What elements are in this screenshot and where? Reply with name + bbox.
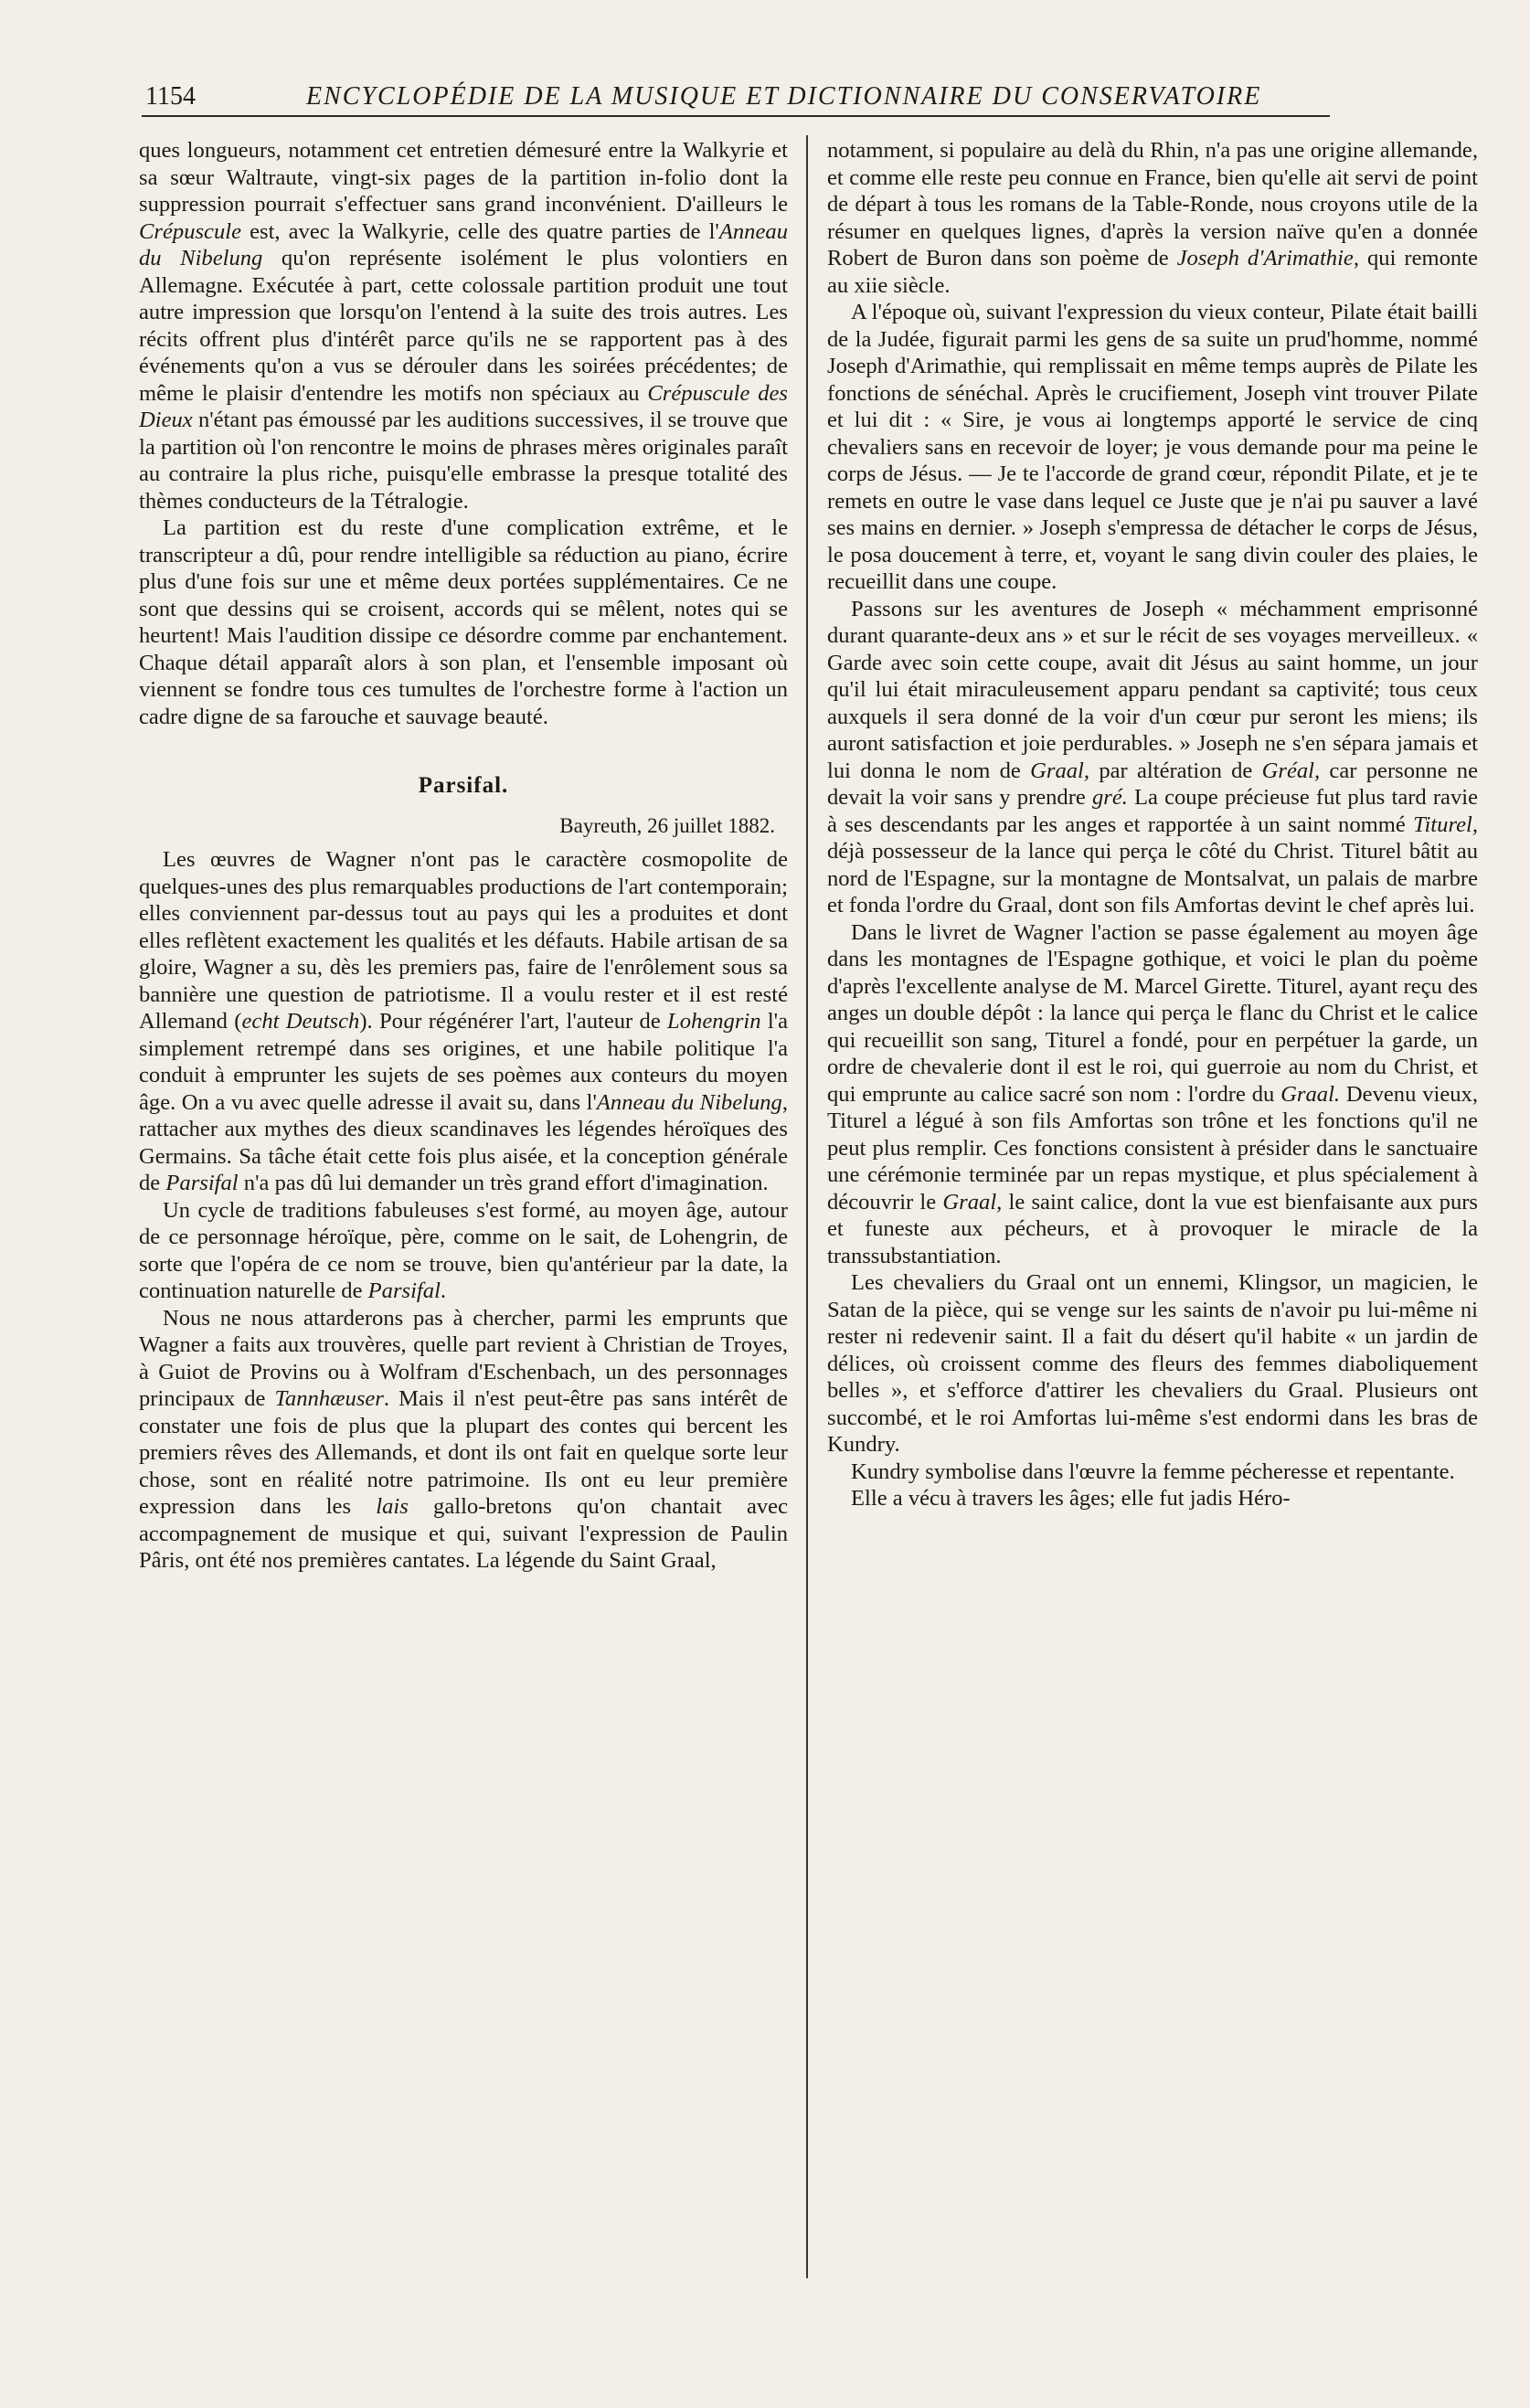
paragraph: Kundry symbolise dans l'œuvre la femme pécheresse et repentante. <box>851 1459 1455 1484</box>
paragraph: Elle a vécu à travers les âges; elle fut jadis Héro- <box>851 1486 1291 1511</box>
dateline: Bayreuth, 26 juillet 1882. <box>559 813 775 837</box>
right-column <box>827 137 1478 1512</box>
paragraph: A l'époque où, suivant l'expression du vieux conteur, Pilate était bailli de la Judée, figurait parmi les gens de sa suite un prud'homme, nommé Joseph d'Arimathie, qui remplissait en même temps auprès de Pilate les fonctions de sénéchal. Après le crucifiement, Joseph vint trouver Pilate et lui dit : « Sire, je vous ai longtemps apporté le service de cinq chevaliers sans en recevoir de loyer; je vous demande pour ma peine le corps de Jésus. — Je te l'accorde de grand cœur, répondit Pilate, et je te remets en outre le vase dans lequel ce Juste que je n'ai pu sauver a lavé ses mains en dernier. » Joseph s'empressa de détacher le corps de Jésus, le posa doucement à terre, et, voyant le sang divin couler des plaies, le recueillit dans une coupe. <box>827 300 1478 594</box>
paragraph: Les œuvres de Wagner n'ont pas le caractère cosmopolite de quelques-unes des plus remarquables productions de l'art contemporain; elles conviennent par-dessus tout au pays qui les a produites et dont elles reflètent exactement les qualités et les défauts. Habile artisan de sa gloire, Wagner a su, dès les premiers pas, faire de l'enrôlement sous sa bannière une question de patriotisme. Il a voulu rester et il est resté Allemand (echt Deutsch). Pour régénérer l'art, l'auteur de Lohengrin l'a simplement retrempé dans ses origines, et une habile politique l'a conduit à emprunter les sujets de ses poèmes aux conteurs du moyen âge. On a vu avec quelle adresse il avait su, dans l'Anneau du Nibelung, rattacher aux mythes des dieux scandinaves les légendes héroïques des Germains. Sa tâche était cette fois plus aisée, et la conception générale de Parsifal n'a pas dû lui demander un très grand effort d'imagination. <box>139 847 789 1195</box>
paragraph: Nous ne nous attarderons pas à chercher, parmi les emprunts que Wagner a faits aux trouvères, quelle part revient à Christian de Troyes, à Guiot de Provins ou à Wolfram d'Eschenbach, un des personnages principaux de Tannhæuser. Mais il n'est peut-être pas sans intérêt de constater une fois de plus que la plupart des contes qui bercent les premiers rêves des Allemands, et dont ils ont fait en quelque sorte leur chose, sont en réalité notre patrimoine. Ils ont eu leur première expression dans les lais gallo-bretons qu'on chantait avec accompagnement de musique et qui, suivant l'expression de Paulin Pâris, ont été nos premières cantates. La légende du Saint Graal, <box>139 1305 788 1573</box>
left-column <box>139 137 788 1575</box>
paragraph: La partition est du reste d'une complication extrême, et le transcripteur a dû, pour rendre intelligible sa réduction au piano, écrire plus d'une fois sur une et même deux portées supplémentaires. Ce ne sont que dessins qui se croisent, accords qui se mêlent, notes qui se heurtent! Mais l'audition dissipe ce désordre comme par enchantement. Chaque détail apparaît alors à son plan, et l'ensemble imposant où viennent se fondre tous ces tumultes de l'orchestre forme à l'action un cadre digne de sa farouche et sauvage beauté. <box>139 515 788 729</box>
running-title: ENCYCLOPÉDIE DE LA MUSIQUE ET DICTIONNAIRE DU CONSERVATOIRE <box>306 82 1262 111</box>
page-header <box>142 79 1330 117</box>
paragraph: Dans le livret de Wagner l'action se passe également au moyen âge dans les montagnes de l'Espagne gothique, et voici le plan du poème d'après l'excellente analyse de M. Marcel Girette. Titurel, ayant reçu des anges un double dépôt : la lance qui perça le flanc du Christ et le calice qui recueillit son sang, Titurel a fondé, pour en perpétuer la garde, un ordre de chevalerie dont il est le roi, qui guerroie au nom du Christ, et qui emprunte au calice sacré son nom : l'ordre du Graal. Devenu vieux, Titurel a légué à son fils Amfortas son trône et les fonctions qu'il ne peut plus remplir. Ces fonctions consistent à présider dans le sanctuaire une cérémonie terminée par un repas mystique, et plus spécialement à découvrir le Graal, le saint calice, dont la vue est bienfaisante aux purs et funeste aux pécheurs, et à provoquer le miracle de la transsubstantiation. <box>827 919 1478 1268</box>
paragraph: Un cycle de traditions fabuleuses s'est formé, au moyen âge, autour de ce personnage héroïque, père, comme on le sait, de Lohengrin, de sorte que l'opéra de ce nom se trouve, bien qu'antérieur par la date, la continuation naturelle de Parsifal. <box>139 1197 788 1303</box>
paragraph: Passons sur les aventures de Joseph « méchamment emprisonné durant quarante-deux ans » et sur le récit de ses voyages merveilleux. « Garde avec soin cette coupe, avait dit Jésus au saint homme, un jour qu'il lui était miraculeusement apparu pendant sa captivité; tous ceux auxquels il sera donné de la voir d'un cœur pur seront les miens; ils auront satisfaction et joie perdurables. » Joseph ne s'en sépara jamais et lui donna le nom de Graal, par altération de Gréal, car personne ne devait la voir sans y prendre gré. La coupe précieuse fut plus tard ravie à ses descendants par les anges et rapportée à un saint nommé Titurel, déjà possesseur de la lance qui perça le côté du Christ. Titurel bâtit au nord de l'Espagne, sur la montagne de Montsalvat, un palais de marbre et fonda l'ordre du Graal, dont son fils Amfortas devint le chef après lui. <box>827 596 1478 918</box>
paragraph: ques longueurs, notamment cet entretien démesuré entre la Walkyrie et sa sœur Waltraute, vingt-six pages de la partition in-folio dont la suppression pourrait s'effectuer sans grand inconvénient. D'ailleurs le Crépuscule est, avec la Walkyrie, celle des quatre parties de l'Anneau du Nibelung qu'on représente isolément le plus volontiers en Allemagne. Exécutée à part, cette colossale partition produit une tout autre impression que lorsqu'on l'entend à la suite des trois autres. Les récits offrent plus d'intérêt parce qu'ils ne se rapportent pas à des événements qu'on a vus se dérouler dans les soirées précédentes; de même le plaisir d'entendre les motifs non spéciaux au Crépuscule des Dieux n'étant pas émoussé par les auditions successives, il se trouve que la partition où l'on rencontre le moins de phrases mères originales paraît au contraire la plus riche, puisqu'elle embrasse la presque totalité des thèmes conducteurs de la Tétralogie. <box>139 138 788 514</box>
page-number: 1154 <box>145 82 196 111</box>
section-title: Parsifal. <box>418 773 509 798</box>
paragraph: Les chevaliers du Graal ont un ennemi, Klingsor, un magicien, le Satan de la pièce, qui se venge sur les saints de n'avoir pu lui-même ni rester ni redevenir saint. Il a fait du désert qu'il habite « un jardin de délices, où croissent comme des fleurs des femmes diaboliquement belles », et s'efforce d'attirer les chevaliers du Graal. Plusieurs ont succombé, et le roi Amfortas lui-même s'est endormi dans les bras de Kundry. <box>827 1270 1478 1457</box>
paragraph: notamment, si populaire au delà du Rhin, n'a pas une origine allemande, et comme elle reste peu connue en France, bien qu'elle ait servi de point de départ à tous les romans de la Table-Ronde, nous croyons utile de la résumer en quelques lignes, d'après la version naïve qu'en a donnée Robert de Buron dans son poème de Joseph d'Arimathie, qui remonte au xiie siècle. <box>827 138 1478 298</box>
column-divider <box>806 135 808 2278</box>
